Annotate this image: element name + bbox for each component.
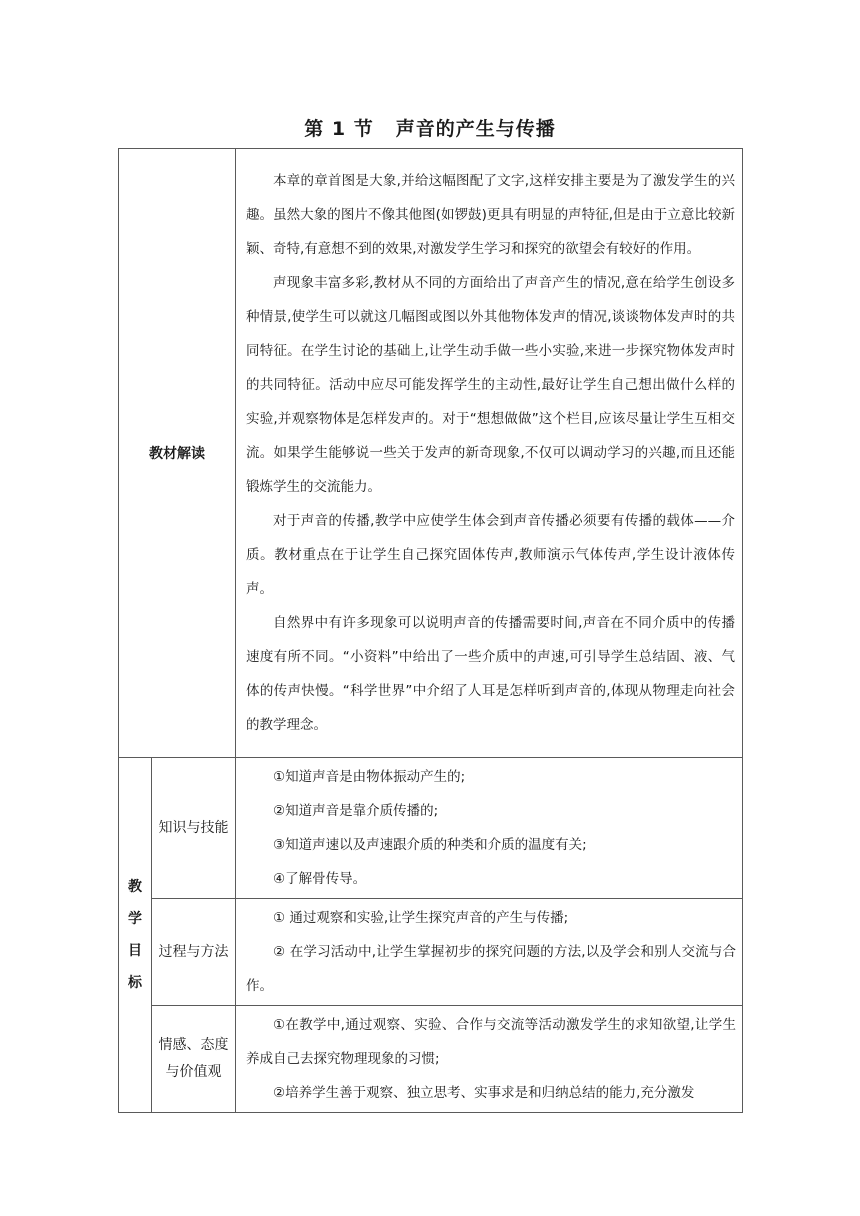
goal-item: ④了解骨传导。 xyxy=(273,871,367,887)
analysis-paragraph: 对于声音的传播,教学中应使学生体会到声音传播必须要有传播的载体——介质。教材重点在于让学生自己探究固体传声,教师演示气体传声,学生设计液体传声。 xyxy=(246,513,735,597)
attitude-row xyxy=(119,1006,743,1113)
attitude-values-label xyxy=(152,1006,236,1113)
knowledge-skills-label: 知识与技能 xyxy=(152,758,236,899)
attitude-label-line: 情感、态度 xyxy=(158,1037,229,1053)
goal-item: ② 在学习活动中,让学生掌握初步的探究问题的方法,以及学会和别人交流与合作。 xyxy=(246,944,736,994)
analysis-row xyxy=(119,149,743,758)
analysis-content xyxy=(236,149,743,758)
goal-item: ③知道声速以及声速跟介质的种类和介质的温度有关; xyxy=(273,837,587,853)
section-number: 第 1 节 xyxy=(304,118,374,140)
goal-item: ①知道声音是由物体振动产生的; xyxy=(273,769,466,785)
page-title xyxy=(0,114,860,141)
attitude-label-line: 与价值观 xyxy=(165,1064,222,1080)
goal-item: ① 通过观察和实验,让学生探究声音的产生与传播; xyxy=(273,910,569,926)
goal-label-char: 学 xyxy=(128,911,142,927)
process-methods-content xyxy=(236,899,743,1006)
goal-item: ②培养学生善于观察、独立思考、实事求是和归纳总结的能力,充分激发 xyxy=(273,1085,695,1101)
section-title: 声音的产生与传播 xyxy=(395,118,556,140)
analysis-paragraph: 本章的章首图是大象,并给这幅图配了文字,这样安排主要是为了激发学生的兴趣。虽然大象的图片不像其他图(如锣鼓)更具有明显的声特征,但是由于立意比较新颖、奇特,有意想不到的效果,对激发学生学习和探究的欲望会有较好的作用。 xyxy=(246,173,735,257)
process-row xyxy=(119,899,743,1006)
goal-label-char: 教 xyxy=(128,879,142,895)
analysis-paragraph: 声现象丰富多彩,教材从不同的方面给出了声音产生的情况,意在给学生创设多种情景,使学生可以就这几幅图或图以外其他物体发声的情况,谈谈物体发声时的共同特征。在学生讨论的基础上,让学生动手做一些小实验,来进一步探究物体发声时的共同特征。活动中应尽可能发挥学生的主动性,最好让学生自己想出做什么样的实验,并观察物体是怎样发声的。对于“想想做做”这个栏目,应该尽量让学生互相交流。如果学生能够说一些关于发声的新奇现象,不仅可以调动学习的兴趣,而且还能锻炼学生的交流能力。 xyxy=(246,275,735,495)
lesson-plan-table xyxy=(118,148,743,1113)
goal-item: ②知道声音是靠介质传播的; xyxy=(273,803,439,819)
process-methods-label: 过程与方法 xyxy=(152,899,236,1006)
analysis-label: 教材解读 xyxy=(119,149,236,758)
teaching-goals-label xyxy=(119,758,152,1113)
goal-label-char: 目 xyxy=(128,943,142,959)
attitude-values-content xyxy=(236,1006,743,1113)
knowledge-row xyxy=(119,758,743,899)
goal-item: ①在教学中,通过观察、实验、合作与交流等活动激发学生的求知欲望,让学生养成自己去探究物理现象的习惯; xyxy=(246,1017,736,1067)
analysis-paragraph: 自然界中有许多现象可以说明声音的传播需要时间,声音在不同介质中的传播速度有所不同。“小资料”中给出了一些介质中的声速,可引导学生总结固、液、气体的传声快慢。“科学世界”中介绍了人耳是怎样听到声音的,体现从物理走向社会的教学理念。 xyxy=(246,615,735,733)
knowledge-skills-content xyxy=(236,758,743,899)
goal-label-char: 标 xyxy=(128,975,142,991)
